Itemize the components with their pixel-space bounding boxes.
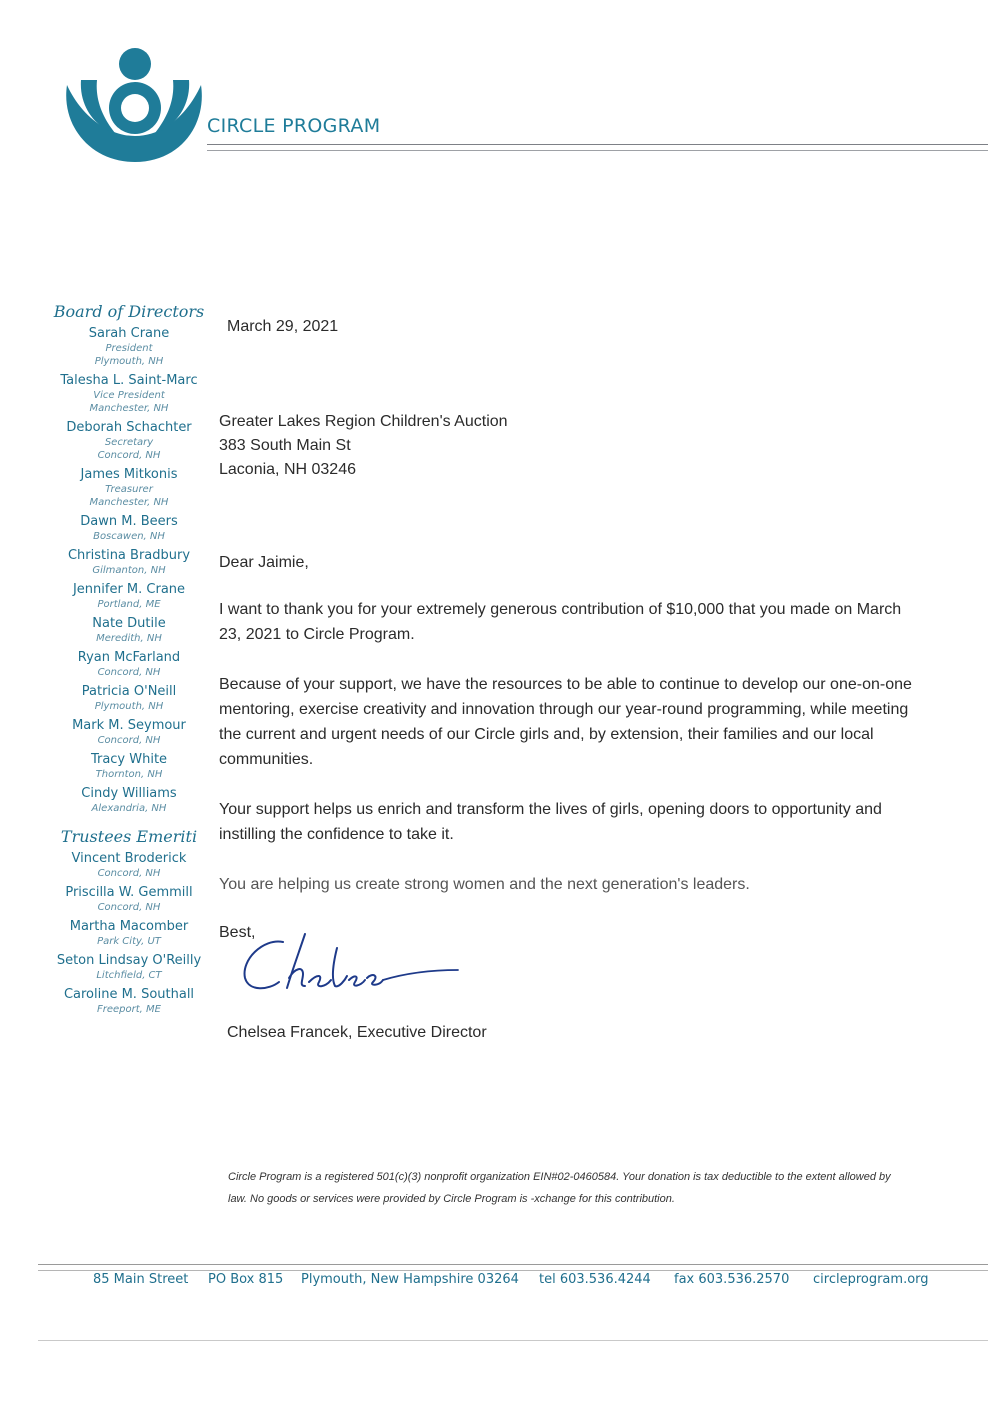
board-member [40,514,218,543]
board-member [40,752,218,781]
member-location: Thornton, NH [95,769,163,780]
header-divider [207,150,988,151]
board-member [40,650,218,679]
body-paragraph: You are helping us create strong women and the next generation's leaders. [219,876,750,893]
member-location: Plymouth, NH [94,701,164,712]
member-location: Manchester, NH [89,497,169,508]
board-member [40,420,218,462]
member-name: Caroline M. Southall [63,987,195,1002]
trustee-member [40,885,218,914]
board-member [40,786,218,815]
member-name: Vincent Broderick [71,851,187,866]
member-name: Nate Dutile [92,616,166,631]
member-location: Manchester, NH [89,403,169,414]
member-name: Talesha L. Saint-Marc [60,373,198,388]
handwritten-signature [233,930,463,1000]
member-name: Deborah Schachter [66,420,192,435]
member-name: Ryan McFarland [77,650,181,665]
member-role: Secretary [104,437,154,448]
bottom-divider [38,1340,988,1341]
recipient-address [219,410,508,482]
member-name: Cindy Williams [81,786,177,801]
member-name: Sarah Crane [88,326,170,341]
board-member [40,467,218,509]
recipient-line: Greater Lakes Region Children's Auction [219,413,508,430]
member-location: Concord, NH [97,667,161,678]
member-role: Treasurer [105,484,153,495]
footer-phone: tel 603.536.4244 [539,1272,651,1287]
member-location: Portland, ME [97,599,161,610]
trustee-member [40,919,218,948]
header-divider [207,144,988,145]
member-location: Alexandria, NH [91,803,167,814]
member-name: Jennifer M. Crane [72,582,186,597]
salutation: Dear Jaimie, [219,554,309,571]
board-member [40,548,218,577]
member-location: Meredith, NH [96,633,162,644]
member-location: Concord, NH [97,868,161,879]
member-name: Christina Bradbury [67,548,191,563]
member-name: Seton Lindsay O'Reilly [56,953,202,968]
board-heading: Board of Directors [53,302,205,321]
board-member [40,326,218,368]
footer-fax: fax 603.536.2570 [674,1272,790,1287]
organization-name: CIRCLE PROGRAM [207,115,381,137]
member-location: Concord, NH [97,902,161,913]
circle-program-logo-icon [55,30,205,180]
board-member [40,582,218,611]
member-location: Plymouth, NH [94,356,164,367]
trustee-member [40,987,218,1016]
body-paragraph: Because of your support, we have the resources to be able to continue to develop our one-on-one mentoring, exercise creativity and innovation through our year-round programming, while meeting the current and urgent needs of our Circle girls and, by extension, their families and our local communities. [219,676,912,768]
footer-city: Plymouth, New Hampshire 03264 [301,1272,519,1287]
trustee-member [40,851,218,880]
member-location: Concord, NH [97,735,161,746]
member-name: Mark M. Seymour [72,718,186,733]
member-location: Boscawen, NH [93,531,165,542]
member-location: Park City, UT [97,936,161,947]
member-name: Martha Macomber [69,919,189,934]
member-role: Vice President [93,390,165,401]
board-sidebar [40,300,218,1021]
member-location: Gilmanton, NH [92,565,166,576]
member-location: Litchfield, CT [96,970,162,981]
member-name: Tracy White [90,752,168,767]
footer-divider [38,1264,988,1265]
member-location: Freeport, ME [97,1004,161,1015]
body-paragraph: Your support helps us enrich and transform the lives of girls, opening doors to opportunity and instilling the confidence to take it. [219,801,882,843]
contact-footer [93,1272,953,1294]
member-location: Concord, NH [97,450,161,461]
trustee-member [40,953,218,982]
board-member [40,373,218,415]
member-name: James Mitkonis [80,467,178,482]
letter-closing: Best, [219,924,256,941]
board-member [40,718,218,747]
member-name: Priscilla W. Gemmill [65,885,193,900]
trustees-heading: Trustees Emeriti [60,827,198,846]
tax-disclaimer: Circle Program is a registered 501(c)(3) nonprofit organization EIN#02-0460584. Your donation is tax deductible to the extent allowed by law. No goods or services were provided by Circle Program is -xchange for this contribution. [228,1171,891,1205]
letter-date: March 29, 2021 [227,318,339,335]
board-member [40,684,218,713]
member-role: President [105,343,153,354]
body-paragraph: I want to thank you for your extremely generous contribution of $10,000 that you made on March 23, 2021 to Circle Program. [219,601,902,643]
footer-divider [38,1270,988,1271]
footer-street: 85 Main Street [93,1272,189,1287]
signer-name: Chelsea Francek, Executive Director [227,1024,487,1041]
recipient-line: 383 South Main St [219,437,351,454]
footer-website[interactable]: circleprogram.org [813,1272,929,1287]
board-member [40,616,218,645]
member-name: Dawn M. Beers [80,514,178,529]
recipient-line: Laconia, NH 03246 [219,461,356,478]
footer-po-box: PO Box 815 [208,1272,284,1287]
member-name: Patricia O'Neill [81,684,177,699]
